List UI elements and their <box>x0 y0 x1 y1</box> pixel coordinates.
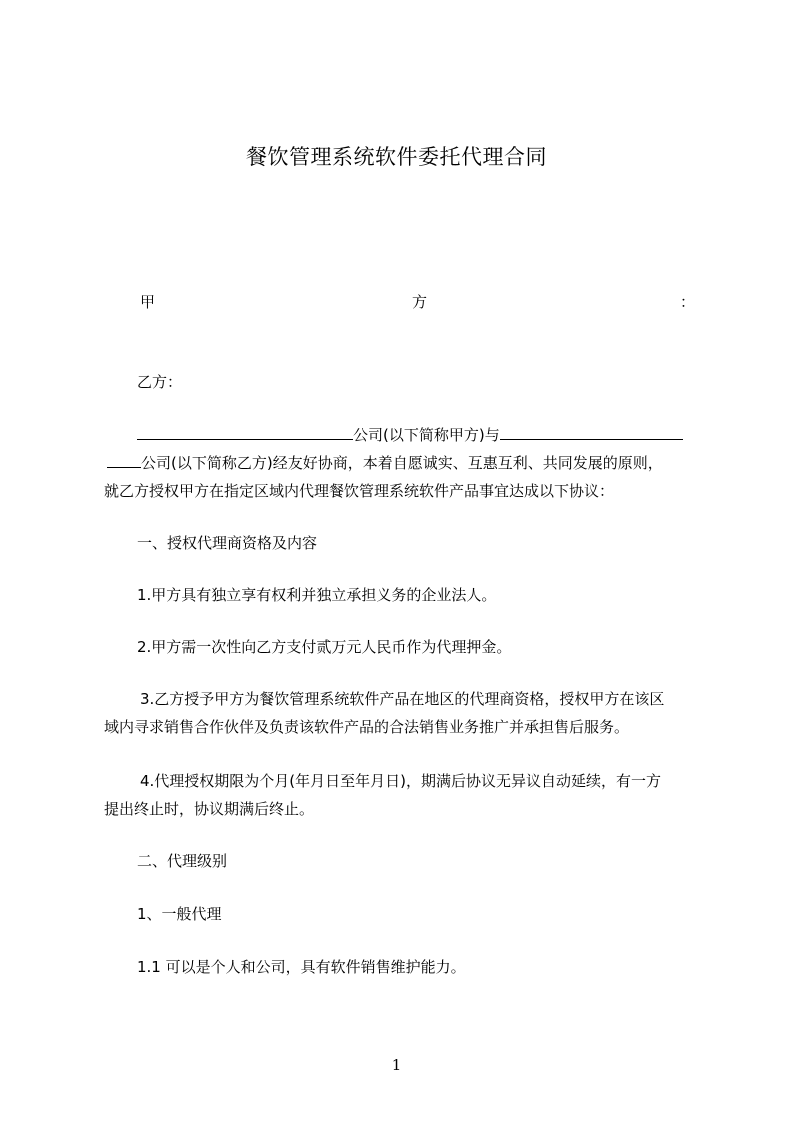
intro-company-a-text: 公司(以下简称甲方)与 <box>353 426 500 444</box>
item-3-line-2: 域内寻求销售合作伙伴及负责该软件产品的合法销售业务推广并承担售后服务。 <box>104 718 630 736</box>
section-1-heading: 一、授权代理商资格及内容 <box>137 534 318 552</box>
sub-1-heading: 1、一般代理 <box>137 905 222 923</box>
party-a-char-2: 方 <box>412 293 428 311</box>
item-4-line-2: 提出终止时，协议期满后终止。 <box>104 800 315 818</box>
intro-line-2 <box>107 453 663 473</box>
document-title: 餐饮管理系统软件委托代理合同 <box>246 145 547 169</box>
item-1: 1.甲方具有独立享有权利并独立承担义务的企业法人。 <box>137 586 497 604</box>
section-2-heading: 二、代理级别 <box>137 852 228 870</box>
intro-line-3: 就乙方授权甲方在指定区域内代理餐饮管理系统软件产品事宜达成以下协议： <box>104 482 615 500</box>
blank-company-b[interactable] <box>500 425 683 440</box>
party-a-colon: ： <box>680 293 696 311</box>
party-a-line <box>140 292 696 312</box>
blank-company-a[interactable] <box>137 425 353 440</box>
item-4-line-1: 4.代理授权期限为个月(年月日至年月日)，期满后协议无异议自动延续，有一方 <box>140 772 662 790</box>
intro-line-2-text: 公司(以下简称乙方)经友好协商，本着自愿诚实、互惠互利、共同发展的原则， <box>141 454 663 472</box>
item-2: 2.甲方需一次性向乙方支付贰万元人民币作为代理押金。 <box>137 638 512 656</box>
party-b-label: 乙方： <box>137 373 183 391</box>
intro-line-1 <box>137 425 683 445</box>
item-3-line-1: 3.乙方授予甲方为餐饮管理系统软件产品在地区的代理商资格，授权甲方在该区 <box>140 690 665 708</box>
sub-1-1: 1.1 可以是个人和公司，具有软件销售维护能力。 <box>137 958 466 976</box>
page-number: 1 <box>391 1056 402 1074</box>
party-a-char-1: 甲 <box>140 293 156 311</box>
blank-company-b-cont[interactable] <box>107 453 141 468</box>
